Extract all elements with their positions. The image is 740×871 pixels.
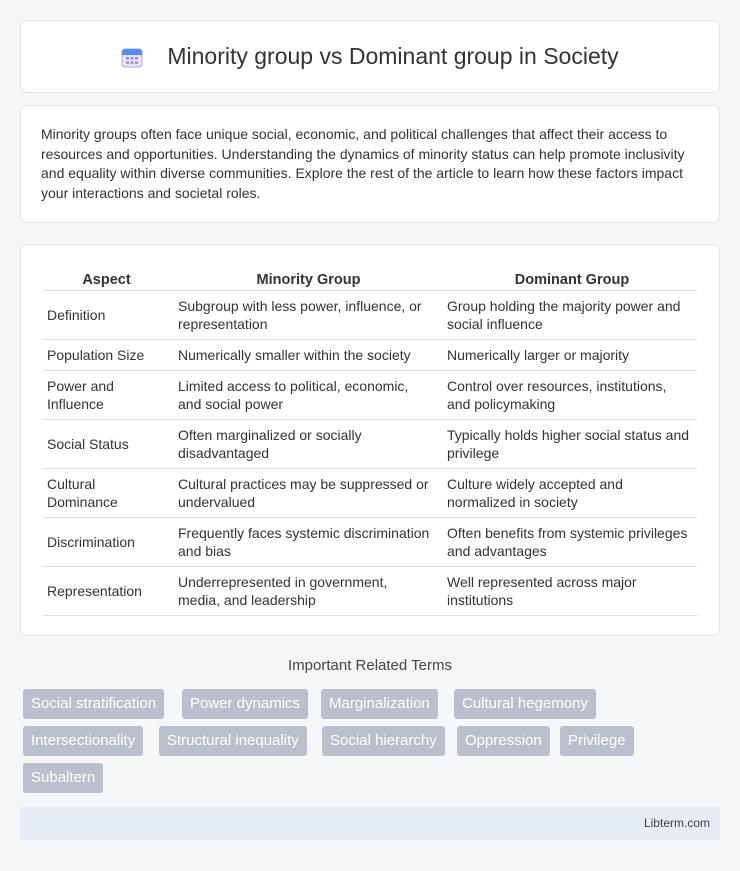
row-minority: Frequently faces systemic discrimination and bias bbox=[170, 518, 439, 567]
table-row bbox=[43, 469, 697, 518]
table-row bbox=[43, 291, 697, 340]
row-aspect: Cultural Dominance bbox=[43, 469, 170, 518]
footer bbox=[20, 807, 720, 840]
row-minority: Subgroup with less power, influence, or representation bbox=[170, 291, 439, 340]
tag-oppression[interactable]: Oppression bbox=[457, 726, 550, 756]
row-minority: Cultural practices may be suppressed or undervalued bbox=[170, 469, 439, 518]
row-dominant: Control over resources, institutions, and policymaking bbox=[439, 371, 697, 420]
header-aspect: Aspect bbox=[43, 266, 170, 291]
footer-link[interactable]: Libterm.com bbox=[643, 816, 710, 830]
row-aspect: Power and Influence bbox=[43, 371, 170, 420]
tag-power-dynamics[interactable]: Power dynamics bbox=[182, 689, 308, 719]
row-aspect: Discrimination bbox=[43, 518, 170, 567]
calendar-icon bbox=[121, 46, 143, 68]
row-dominant: Numerically larger or majority bbox=[439, 340, 697, 371]
row-minority: Often marginalized or socially disadvantaged bbox=[170, 420, 439, 469]
row-dominant: Often benefits from systemic privileges and advantages bbox=[439, 518, 697, 567]
table-row bbox=[43, 420, 697, 469]
header-minority-group: Minority Group bbox=[170, 266, 439, 291]
row-aspect: Social Status bbox=[43, 420, 170, 469]
row-aspect: Representation bbox=[43, 567, 170, 616]
row-minority: Underrepresented in government, media, and leadership bbox=[170, 567, 439, 616]
tag-structural-inequality[interactable]: Structural inequality bbox=[159, 726, 307, 756]
row-minority: Numerically smaller within the society bbox=[170, 340, 439, 371]
page-title: Minority group vs Dominant group in Society bbox=[167, 43, 619, 69]
table-row bbox=[43, 371, 697, 420]
table-row bbox=[43, 518, 697, 567]
intro-text: Minority groups often face unique social, economic, and political challenges that affect their access to resources and opportunities. Understanding the dynamics of minority status can help promote inclusivity and equality within diverse communities. Explore the rest of the article to learn how these factors impact your interactions and societal roles. bbox=[41, 126, 685, 201]
row-aspect: Definition bbox=[43, 291, 170, 340]
comparison-table bbox=[43, 266, 697, 616]
related-terms-title: Important Related Terms bbox=[288, 657, 452, 674]
tag-subaltern[interactable]: Subaltern bbox=[23, 763, 103, 793]
table-header-row bbox=[43, 266, 697, 291]
tag-cultural-hegemony[interactable]: Cultural hegemony bbox=[454, 689, 596, 719]
tag-marginalization[interactable]: Marginalization bbox=[321, 689, 438, 719]
tag-privilege[interactable]: Privilege bbox=[560, 726, 634, 756]
row-dominant: Typically holds higher social status and privilege bbox=[439, 420, 697, 469]
table-row bbox=[43, 340, 697, 371]
table-row bbox=[43, 567, 697, 616]
comparison-table-card bbox=[20, 244, 720, 636]
row-dominant: Group holding the majority power and social influence bbox=[439, 291, 697, 340]
tag-intersectionality[interactable]: Intersectionality bbox=[23, 726, 143, 756]
title-card bbox=[20, 20, 720, 93]
row-minority: Limited access to political, economic, and social power bbox=[170, 371, 439, 420]
row-dominant: Well represented across major institutions bbox=[439, 567, 697, 616]
intro-card bbox=[20, 105, 720, 223]
tag-social-stratification[interactable]: Social stratification bbox=[23, 689, 164, 719]
row-aspect: Population Size bbox=[43, 340, 170, 371]
tag-social-hierarchy[interactable]: Social hierarchy bbox=[322, 726, 445, 756]
header-dominant-group: Dominant Group bbox=[439, 266, 697, 291]
row-dominant: Culture widely accepted and normalized in society bbox=[439, 469, 697, 518]
